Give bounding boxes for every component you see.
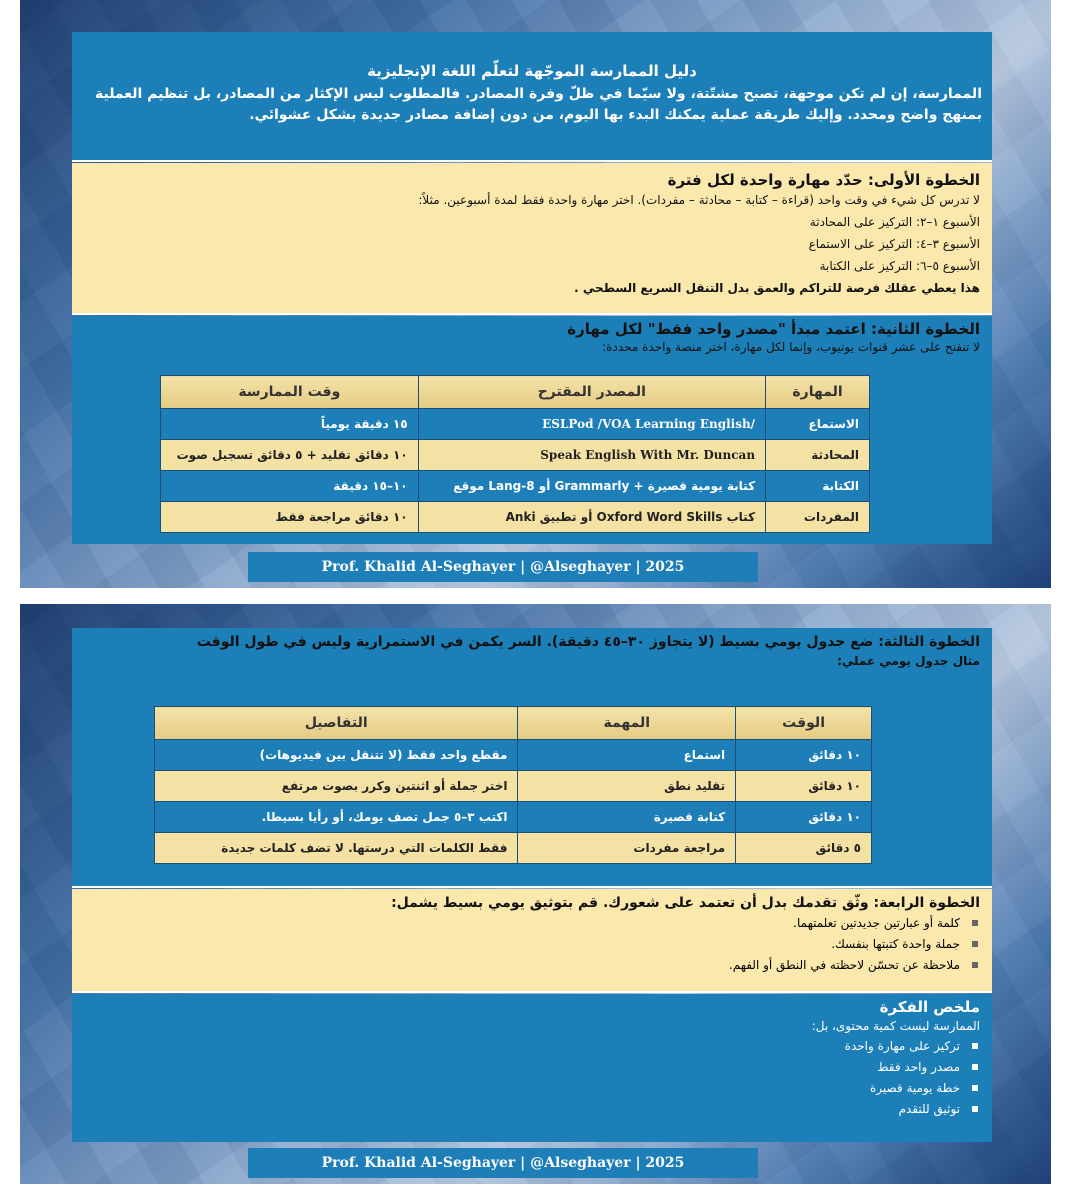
week-line: الأسبوع ١–٢: التركيز على المحادثة	[809, 215, 980, 229]
slide-2	[20, 604, 1051, 1184]
list-item: مصدر واحد فقط	[84, 1057, 980, 1078]
table-row	[155, 833, 872, 864]
table-row	[155, 802, 872, 833]
summary-list	[84, 1036, 980, 1120]
intro-paragraph: الممارسة، إن لم تكن موجهة، تصبح مشتّتة، ولا سيّما في ظلّ وفرة المصادر. فالمطلوب ليس الإكثار من المصادر، بل تنظيم العملية بمنهج واضح ومحدد. وإليك طريقة عملية يمكنك البدء بها اليوم، من دون إضافة مصادر جديدة بشكل عشوائي.	[94, 86, 982, 123]
table-header: التفاصيل	[155, 707, 518, 740]
table-cell: ٥ دقائق	[736, 833, 872, 864]
sources-table	[160, 375, 870, 533]
step3-title: الخطوة الثالثة: ضع جدول يومي بسيط (لا يتجاوز ٣٠–٤٥ دقيقة). السر يكمن في الاستمرارية وليس في طول الوقت	[196, 634, 980, 650]
table-cell: كتابة يومية قصيرة + Grammarly أو Lang-8 موقع	[418, 471, 765, 502]
week-line: الأسبوع ٥–٦: التركيز على الكتابة	[819, 259, 980, 273]
table-cell: ١٠ دقائق تقليد + ٥ دقائق تسجيل صوت	[161, 440, 419, 471]
list-item: كلمة أو عبارتين جديدتين تعلمتهما.	[84, 913, 980, 934]
schedule-table	[154, 706, 872, 864]
table-cell: استماع	[518, 740, 736, 771]
step4-title: الخطوة الرابعة: وثّق تقدمك بدل أن تعتمد على شعورك. قم بتوثيق يومي بسيط يشمل:	[391, 895, 980, 911]
table-cell: ١٥ دقيقة يومياً	[161, 409, 419, 440]
divider	[72, 886, 992, 888]
table-cell: الاستماع	[766, 409, 870, 440]
step4-list	[84, 913, 980, 976]
table-row	[161, 409, 870, 440]
table-cell: فقط الكلمات التي درستها. لا تضف كلمات جديدة	[155, 833, 518, 864]
table-cell: ١٠ دقائق	[736, 802, 872, 833]
table-header: الوقت	[736, 707, 872, 740]
list-item: خطة يومية قصيرة	[84, 1078, 980, 1099]
step4-panel	[72, 889, 992, 991]
table-row	[155, 771, 872, 802]
step2-title: الخطوة الثانية: اعتمد مبدأ "مصدر واحد فقط" لكل مهارة	[567, 320, 980, 338]
table-cell: كتاب Oxford Word Skills أو تطبيق Anki	[418, 502, 765, 533]
table-cell: اختر جملة أو اثنتين وكرر بصوت مرتفع	[155, 771, 518, 802]
step2-desc: لا تنفتح على عشر قنوات يوتيوب، وإنما لكل مهارة، اختر منصة واحدة محددة:	[602, 340, 980, 354]
summary-desc: الممارسة ليست كمية محتوى، بل:	[811, 1019, 980, 1033]
table-cell: المفردات	[766, 502, 870, 533]
table-cell: مراجعة مفردات	[518, 833, 736, 864]
table-row	[161, 440, 870, 471]
summary-title: ملخص الفكرة	[879, 998, 980, 1016]
step3-panel	[72, 628, 992, 886]
table-row	[155, 740, 872, 771]
list-item: جملة واحدة كتبتها بنفسك.	[84, 934, 980, 955]
intro-panel	[72, 32, 992, 160]
table-header: وقت الممارسة	[161, 376, 419, 409]
step1-note: هذا يعطي عقلك فرصة للتراكم والعمق بدل التنقل السريع السطحي .	[574, 281, 980, 295]
table-cell: ١٠ دقائق مراجعة فقط	[161, 502, 419, 533]
step1-desc: لا تدرس كل شيء في وقت واحد (قراءة – كتابة – محادثة – مفردات). اختر مهارة واحدة فقط لمدة أسبوعين. مثلاً:	[418, 193, 980, 207]
list-item: ملاحظة عن تحسّن لاحظته في النطق أو الفهم.	[84, 955, 980, 976]
table-cell: ESLPod /VOA Learning English/	[418, 409, 765, 440]
table-cell: المحادثة	[766, 440, 870, 471]
guide-title: دليل الممارسة الموجّهة لتعلّم اللغة الإنجليزية	[367, 62, 697, 80]
table-cell: كتابة قصيرة	[518, 802, 736, 833]
summary-panel	[72, 994, 992, 1142]
step2-panel	[72, 316, 992, 544]
table-header: المهمة	[518, 707, 736, 740]
table-cell: ١٠ دقائق	[736, 740, 872, 771]
table-cell: الكتابة	[766, 471, 870, 502]
table-cell: Speak English With Mr. Duncan	[418, 440, 765, 471]
divider	[72, 313, 992, 315]
slide-1	[20, 0, 1051, 588]
table-cell: اكتب ٣–٥ جمل تصف يومك، أو رأيا بسيطا.	[155, 802, 518, 833]
divider	[72, 160, 992, 162]
footer-credit: Prof. Khalid Al-Seghayer | @Alseghayer | 2025	[248, 552, 758, 582]
table-header: المهارة	[766, 376, 870, 409]
table-cell: تقليد نطق	[518, 771, 736, 802]
table-row	[161, 471, 870, 502]
step3-desc: مثال جدول يومي عملي:	[837, 654, 980, 668]
footer-credit: Prof. Khalid Al-Seghayer | @Alseghayer | 2025	[248, 1148, 758, 1178]
table-cell: ١٠ دقائق	[736, 771, 872, 802]
list-item: تركيز على مهارة واحدة	[84, 1036, 980, 1057]
table-cell: مقطع واحد فقط (لا تتنقل بين فيديوهات)	[155, 740, 518, 771]
list-item: توثيق للتقدم	[84, 1099, 980, 1120]
table-row	[161, 502, 870, 533]
table-header: المصدر المقترح	[418, 376, 765, 409]
table-cell: ١٠–١٥ دقيقة	[161, 471, 419, 502]
step1-title: الخطوة الأولى: حدّد مهارة واحدة لكل فترة	[667, 171, 980, 189]
divider	[72, 991, 992, 993]
step1-panel	[72, 163, 992, 313]
week-line: الأسبوع ٣–٤: التركيز على الاستماع	[808, 237, 980, 251]
